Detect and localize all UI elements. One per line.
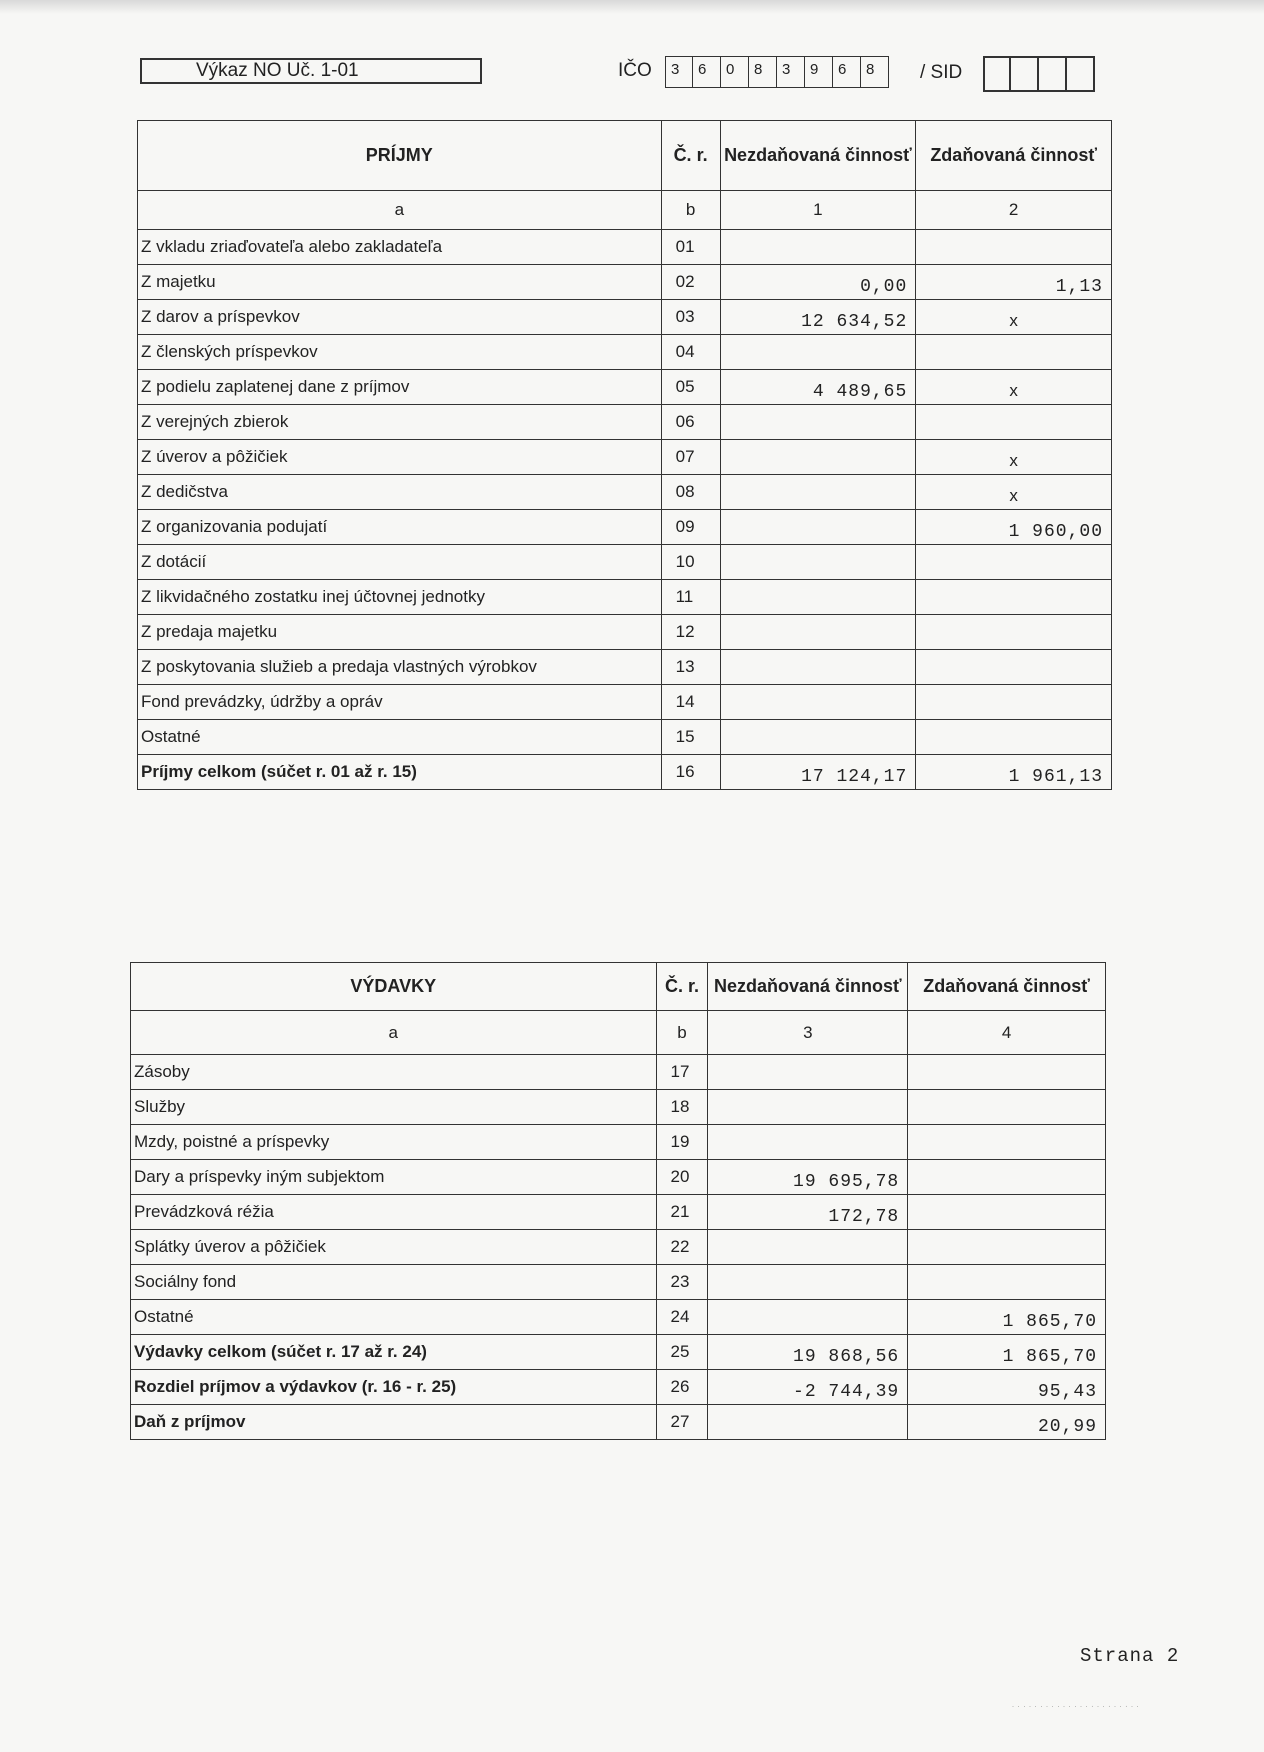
nontax-value	[708, 1125, 908, 1160]
table-row	[138, 440, 1112, 475]
ico-digit: 9	[805, 56, 833, 88]
row-label: Ostatné	[131, 1300, 657, 1335]
tax-value	[908, 1230, 1106, 1265]
table-row	[138, 685, 1112, 720]
expense-sub-4: 4	[908, 1011, 1106, 1055]
expense-sub-3: 3	[708, 1011, 908, 1055]
ico-digit-boxes	[665, 56, 889, 88]
row-number: 04	[661, 335, 720, 370]
nontax-value	[720, 475, 916, 510]
table-row	[138, 475, 1112, 510]
nontax-value	[708, 1090, 908, 1125]
tax-value	[916, 545, 1112, 580]
tax-value: 1 960,00	[916, 510, 1112, 545]
row-number: 11	[661, 580, 720, 615]
nontax-value	[720, 440, 916, 475]
nontax-value: 19 695,78	[708, 1160, 908, 1195]
tax-value	[908, 1160, 1106, 1195]
ico-digit: 3	[665, 56, 693, 88]
table-row	[138, 335, 1112, 370]
row-label: Splátky úverov a pôžičiek	[131, 1230, 657, 1265]
row-number: 09	[661, 510, 720, 545]
row-label: Sociálny fond	[131, 1265, 657, 1300]
sid-box	[1039, 56, 1067, 92]
ico-digit: 6	[833, 56, 861, 88]
expense-col-tax: Zdaňovaná činnosť	[908, 963, 1106, 1011]
table-row	[138, 755, 1112, 790]
table-row	[138, 580, 1112, 615]
tax-value	[916, 650, 1112, 685]
expense-section-title: VÝDAVKY	[131, 963, 657, 1011]
row-number: 05	[661, 370, 720, 405]
nontax-value: 12 634,52	[720, 300, 916, 335]
nontax-value	[708, 1055, 908, 1090]
row-label: Zásoby	[131, 1055, 657, 1090]
table-row	[131, 1160, 1106, 1195]
row-number: 12	[661, 615, 720, 650]
nontax-value	[708, 1300, 908, 1335]
nontax-value: 19 868,56	[708, 1335, 908, 1370]
row-number: 15	[661, 720, 720, 755]
row-label: Z likvidačného zostatku inej účtovnej jednotky	[138, 580, 662, 615]
tax-value: 1 865,70	[908, 1335, 1106, 1370]
tax-value	[916, 230, 1112, 265]
row-label: Z podielu zaplatenej dane z príjmov	[138, 370, 662, 405]
row-number: 25	[656, 1335, 708, 1370]
tax-value	[908, 1090, 1106, 1125]
tax-value: 95,43	[908, 1370, 1106, 1405]
tax-value	[916, 580, 1112, 615]
row-number: 10	[661, 545, 720, 580]
row-number: 07	[661, 440, 720, 475]
nontax-value	[720, 615, 916, 650]
tax-value	[908, 1055, 1106, 1090]
table-row	[131, 1195, 1106, 1230]
income-sub-1: 1	[720, 191, 916, 230]
nontax-value: -2 744,39	[708, 1370, 908, 1405]
income-col-row-no: Č. r.	[661, 121, 720, 191]
row-number: 24	[656, 1300, 708, 1335]
table-row	[131, 1090, 1106, 1125]
footer-fineprint: · · · · · · · · · · · · · · · · · · · · · · ·	[1012, 1704, 1140, 1710]
tax-value	[916, 405, 1112, 440]
sid-label: / SID	[920, 62, 963, 83]
expense-subheader-row	[131, 1011, 1106, 1055]
ico-digit: 0	[721, 56, 749, 88]
nontax-value	[720, 510, 916, 545]
table-row	[138, 300, 1112, 335]
expense-col-row-no: Č. r.	[656, 963, 708, 1011]
table-row	[131, 1125, 1106, 1160]
ico-digit: 8	[749, 56, 777, 88]
row-number: 23	[656, 1265, 708, 1300]
row-number: 26	[656, 1370, 708, 1405]
table-row	[131, 1405, 1106, 1440]
ico-digit: 6	[693, 56, 721, 88]
nontax-value	[708, 1405, 908, 1440]
row-label: Z úverov a pôžičiek	[138, 440, 662, 475]
row-number: 06	[661, 405, 720, 440]
nontax-value: 172,78	[708, 1195, 908, 1230]
row-label: Z členských príspevkov	[138, 335, 662, 370]
row-label: Výdavky celkom (súčet r. 17 až r. 24)	[131, 1335, 657, 1370]
income-section-title: PRÍJMY	[138, 121, 662, 191]
row-number: 22	[656, 1230, 708, 1265]
row-number: 16	[661, 755, 720, 790]
income-sub-b: b	[661, 191, 720, 230]
tax-value: 20,99	[908, 1405, 1106, 1440]
row-label: Z dotácií	[138, 545, 662, 580]
table-row	[138, 720, 1112, 755]
ico-digit: 8	[861, 56, 889, 88]
income-sub-a: a	[138, 191, 662, 230]
income-subheader-row	[138, 191, 1112, 230]
sid-box	[1011, 56, 1039, 92]
nontax-value	[720, 230, 916, 265]
income-sub-2: 2	[916, 191, 1112, 230]
table-row	[131, 1230, 1106, 1265]
row-label: Z darov a príspevkov	[138, 300, 662, 335]
table-row	[138, 370, 1112, 405]
tax-value: x	[916, 370, 1112, 405]
row-number: 02	[661, 265, 720, 300]
nontax-value	[720, 405, 916, 440]
row-number: 08	[661, 475, 720, 510]
row-label: Z verejných zbierok	[138, 405, 662, 440]
sid-box	[1067, 56, 1095, 92]
table-row	[131, 1055, 1106, 1090]
row-label: Prevádzková réžia	[131, 1195, 657, 1230]
row-number: 17	[656, 1055, 708, 1090]
tax-value	[916, 720, 1112, 755]
tax-value	[916, 335, 1112, 370]
tax-value	[916, 685, 1112, 720]
tax-value: 1 961,13	[916, 755, 1112, 790]
nontax-value	[720, 545, 916, 580]
row-number: 18	[656, 1090, 708, 1125]
income-col-nontax: Nezdaňovaná činnosť	[720, 121, 916, 191]
ico-label: IČO	[618, 60, 652, 81]
row-label: Z organizovania podujatí	[138, 510, 662, 545]
tax-value	[916, 615, 1112, 650]
row-label: Mzdy, poistné a príspevky	[131, 1125, 657, 1160]
nontax-value: 4 489,65	[720, 370, 916, 405]
row-number: 27	[656, 1405, 708, 1440]
income-header-row	[138, 121, 1112, 191]
scan-edge-shadow	[0, 0, 1264, 14]
table-row	[138, 510, 1112, 545]
nontax-value	[720, 580, 916, 615]
tax-value: x	[916, 300, 1112, 335]
expense-sub-b: b	[656, 1011, 708, 1055]
table-row	[131, 1265, 1106, 1300]
tax-value	[908, 1265, 1106, 1300]
income-table	[137, 120, 1112, 790]
row-number: 14	[661, 685, 720, 720]
row-label: Rozdiel príjmov a výdavkov (r. 16 - r. 25)	[131, 1370, 657, 1405]
ico-digit: 3	[777, 56, 805, 88]
table-row	[131, 1335, 1106, 1370]
row-number: 13	[661, 650, 720, 685]
income-col-tax: Zdaňovaná činnosť	[916, 121, 1112, 191]
table-row	[138, 230, 1112, 265]
nontax-value	[708, 1265, 908, 1300]
row-label: Z predaja majetku	[138, 615, 662, 650]
expense-table	[130, 962, 1106, 1440]
row-label: Z poskytovania služieb a predaja vlastných výrobkov	[138, 650, 662, 685]
tax-value: x	[916, 440, 1112, 475]
table-row	[131, 1370, 1106, 1405]
nontax-value	[720, 720, 916, 755]
table-row	[138, 265, 1112, 300]
nontax-value	[708, 1230, 908, 1265]
tax-value	[908, 1195, 1106, 1230]
row-label: Príjmy celkom (súčet r. 01 až r. 15)	[138, 755, 662, 790]
row-number: 21	[656, 1195, 708, 1230]
nontax-value	[720, 335, 916, 370]
sid-boxes	[983, 56, 1095, 92]
row-label: Z dedičstva	[138, 475, 662, 510]
table-row	[138, 650, 1112, 685]
row-label: Dary a príspevky iným subjektom	[131, 1160, 657, 1195]
form-title: Výkaz NO Uč. 1-01	[140, 58, 482, 84]
tax-value: 1,13	[916, 265, 1112, 300]
nontax-value	[720, 650, 916, 685]
sid-box	[983, 56, 1011, 92]
expense-col-nontax: Nezdaňovaná činnosť	[708, 963, 908, 1011]
row-number: 19	[656, 1125, 708, 1160]
nontax-value: 0,00	[720, 265, 916, 300]
row-label: Služby	[131, 1090, 657, 1125]
row-label: Daň z príjmov	[131, 1405, 657, 1440]
row-label: Z majetku	[138, 265, 662, 300]
tax-value	[908, 1125, 1106, 1160]
expense-header-row	[131, 963, 1106, 1011]
expense-sub-a: a	[131, 1011, 657, 1055]
table-row	[138, 545, 1112, 580]
table-row	[138, 615, 1112, 650]
nontax-value: 17 124,17	[720, 755, 916, 790]
row-label: Ostatné	[138, 720, 662, 755]
row-label: Fond prevádzky, údržby a opráv	[138, 685, 662, 720]
table-row	[138, 405, 1112, 440]
row-number: 01	[661, 230, 720, 265]
table-row	[131, 1300, 1106, 1335]
row-number: 03	[661, 300, 720, 335]
row-number: 20	[656, 1160, 708, 1195]
tax-value: x	[916, 475, 1112, 510]
nontax-value	[720, 685, 916, 720]
row-label: Z vkladu zriaďovateľa alebo zakladateľa	[138, 230, 662, 265]
tax-value: 1 865,70	[908, 1300, 1106, 1335]
page-number: Strana 2	[1080, 1645, 1180, 1667]
